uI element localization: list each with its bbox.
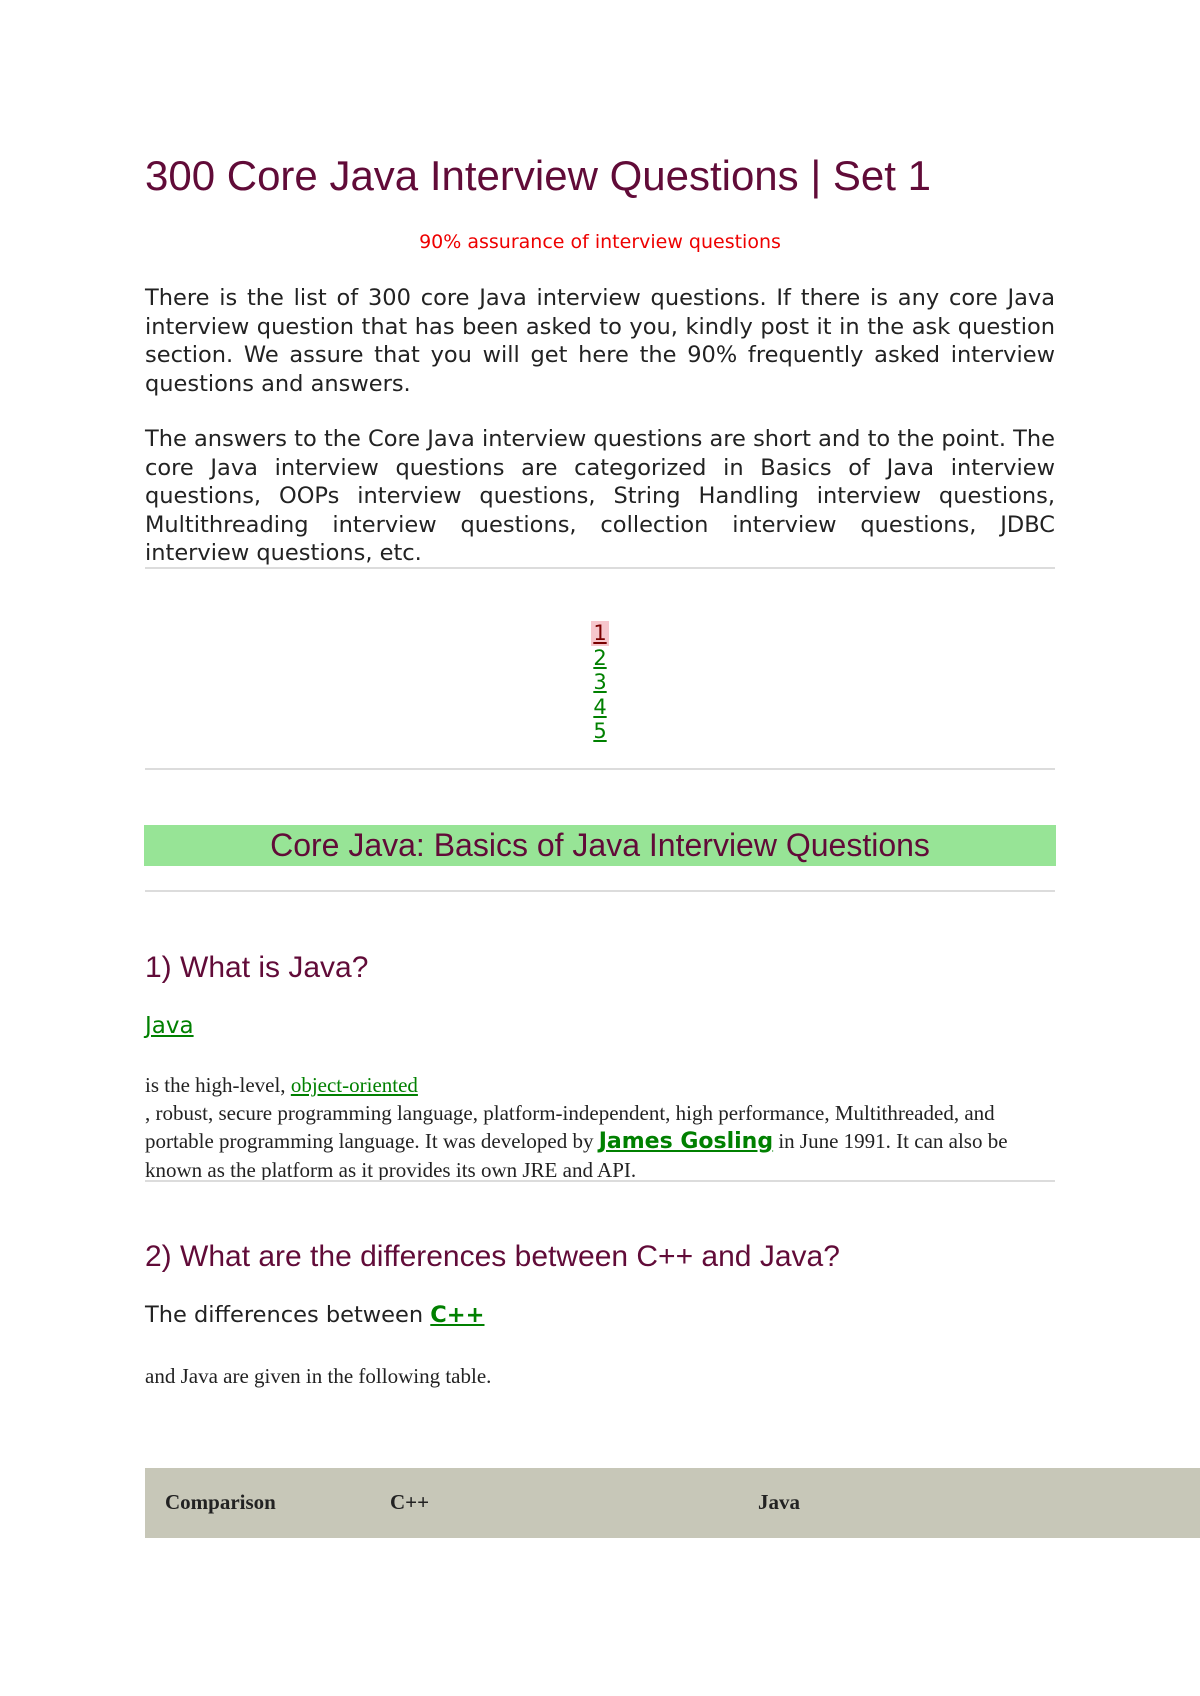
- question-2-intro-prefix: The differences between: [145, 1302, 431, 1328]
- answer-text-middle: , robust, secure programming language, platform-independent, high performance, Multithreaded, and portable programming language. It was developed by: [145, 1101, 995, 1153]
- answer-text-after: in June 1991. It can also be known as the platform as it provides its own JRE and API.: [145, 1129, 1008, 1182]
- intro-paragraph-2: The answers to the Core Java interview questions are short and to the point. The core Java interview questions are categorized in Basics of Java interview questions, OOPs interview questions, String Handling interview questions, Multithreading interview questions, collection interview questions, JDBC interview questions, etc.: [145, 426, 1055, 566]
- table-header-cpp: C++: [390, 1490, 430, 1514]
- assurance-subtitle: 90% assurance of interview questions: [419, 231, 781, 253]
- page-link-1[interactable]: 1: [593, 621, 607, 645]
- answer-text-before: is the high-level,: [145, 1073, 291, 1097]
- page-link-2[interactable]: 2: [593, 645, 607, 670]
- question-2-intro-suffix: and Java are given in the following table.: [145, 1364, 492, 1388]
- question-1-answer: [145, 1071, 1055, 1184]
- intro-paragraph-1: There is the list of 300 core Java interview questions. If there is any core Java interview question that has been asked to you, kindly post it in the ask question section. We assure that you will get here the 90% frequently asked interview questions and answers.: [145, 285, 1055, 397]
- table-header-java: Java: [758, 1490, 800, 1514]
- comparison-table-header: [145, 1468, 1200, 1538]
- page-link-4[interactable]: 4: [593, 694, 607, 719]
- divider: [145, 768, 1055, 770]
- table-header-comparison: Comparison: [165, 1490, 276, 1514]
- question-2-heading: 2) What are the differences between C++ and Java?: [145, 1240, 840, 1273]
- page-link-3[interactable]: 3: [593, 670, 607, 694]
- cpp-link[interactable]: C++: [430, 1302, 485, 1328]
- james-gosling-link[interactable]: James Gosling: [598, 1129, 774, 1154]
- section-banner: Core Java: Basics of Java Interview Questions: [144, 825, 1056, 866]
- java-link[interactable]: Java: [145, 1013, 194, 1039]
- divider: [145, 1180, 1055, 1182]
- divider: [145, 567, 1055, 569]
- object-oriented-link[interactable]: object-oriented: [290, 1073, 418, 1097]
- page-link-5[interactable]: 5: [593, 719, 607, 743]
- page-title: 300 Core Java Interview Questions | Set 1: [145, 152, 931, 199]
- question-2-intro: [145, 1302, 485, 1328]
- divider: [145, 890, 1055, 892]
- question-1-heading: 1) What is Java?: [145, 951, 369, 984]
- pagination: [145, 621, 1055, 744]
